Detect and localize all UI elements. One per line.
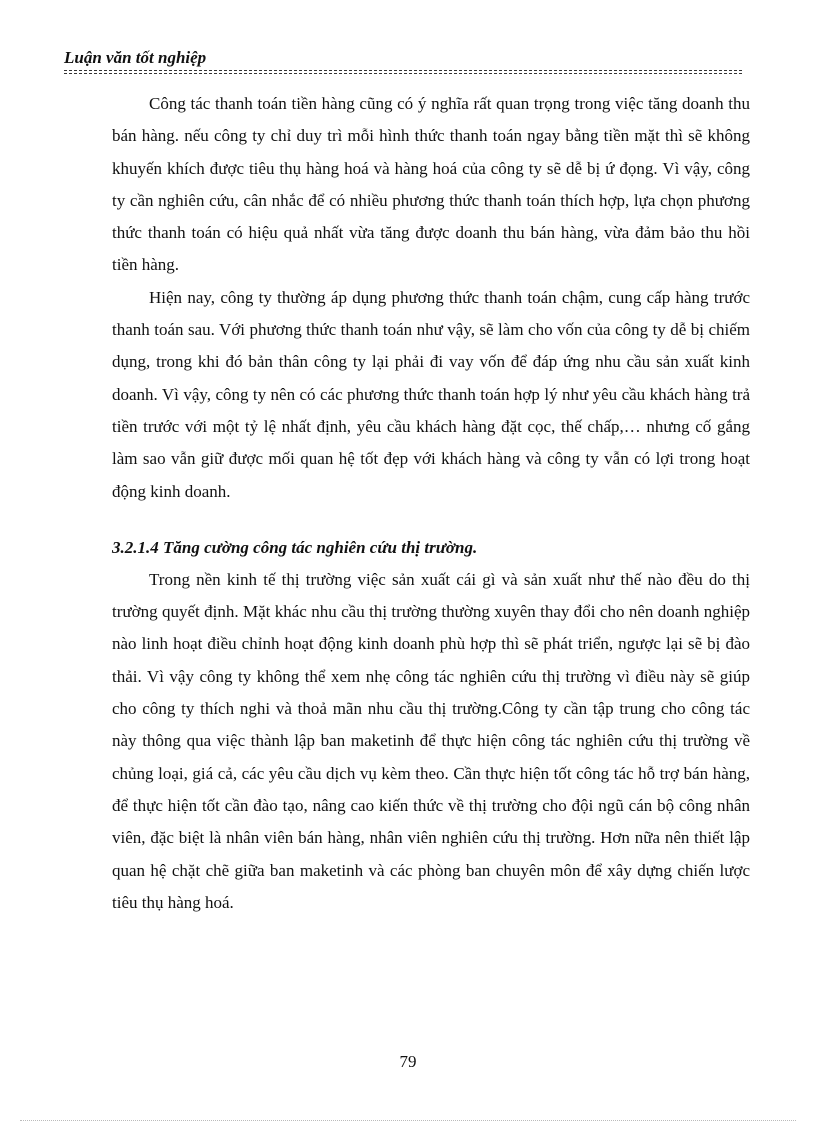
paragraph-payment: Công tác thanh toán tiền hàng cũng có ý nghĩa rất quan trọng trong việc tăng doanh thu bán hàng. nếu công ty chỉ duy trì mỗi hình thức thanh toán ngay bằng tiền mặt thì sẽ không khuyến khích được tiêu thụ hàng hoá và hàng hoá của công ty sẽ dễ bị ứ đọng. Vì vậy, công ty cần nghiên cứu, cân nhắc để có nhiều phương thức thanh toán thích hợp, lựa chọn phương thức thanh toán có hiệu quả nhất vừa tăng được doanh thu bán hàng, vừa đảm bảo thu hồi tiền hàng. bbox=[112, 94, 750, 275]
header-title: Luận văn tốt nghiệp bbox=[64, 48, 207, 67]
header-divider bbox=[64, 70, 742, 71]
section-heading: 3.2.1.4 Tăng cường công tác nghiên cứu thị trường. bbox=[112, 537, 478, 557]
header-divider-double bbox=[64, 73, 742, 74]
paragraph-credit-terms: Hiện nay, công ty thường áp dụng phương thức thanh toán chậm, cung cấp hàng trước thanh toán sau. Với phương thức thanh toán như vậy, sẽ làm cho vốn của công ty dễ bị chiếm dụng, trong khi đó bản thân công ty lại phải đi vay vốn để đáp ứng nhu cầu sản xuất kinh doanh. Vì vậy, công ty nên có các phương thức thanh toán hợp lý như yêu cầu khách hàng trả tiền trước với một tỷ lệ nhất định, yêu cầu khách hàng đặt cọc, thế chấp,… nhưng cố gắng làm sao vẫn giữ được mối quan hệ tốt đẹp với khách hàng và công ty vẫn có lợi trong hoạt động kinh doanh. bbox=[112, 287, 750, 501]
page-bottom-border bbox=[20, 1120, 796, 1121]
document-body bbox=[112, 88, 750, 919]
page-number: 79 bbox=[399, 1052, 417, 1071]
paragraph-market-research: Trong nền kinh tế thị trường việc sản xuất cái gì và sản xuất như thế nào đều do thị trường quyết định. Mặt khác nhu cầu thị trường thường xuyên thay đổi cho nên doanh nghiệp nào linh hoạt điều chỉnh hoạt động kinh doanh phù hợp thì sẽ phát triển, ngược lại sẽ bị đào thải. Vì vậy công ty không thể xem nhẹ công tác nghiên cứu thị trường vì điều này sẽ giúp cho công ty thích nghi và thoả mãn nhu cầu thị trường.Công ty cần tập trung cho công tác này thông qua việc thành lập ban maketinh để thực hiện công tác nghiên cứu thị trường về chủng loại, giá cả, các yêu cầu dịch vụ kèm theo. Cần thực hiện tốt công tác hỗ trợ bán hàng, để thực hiện tốt cần đào tạo, nâng cao kiến thức về thị trường cho đội ngũ cán bộ công nhân viên, đặc biệt là nhân viên bán hàng, nhân viên nghiên cứu thị trường. Hơn nữa nên thiết lập quan hệ chặt chẽ giữa ban maketinh và các phòng ban chuyên môn để xây dựng chiến lược tiêu thụ hàng hoá. bbox=[112, 569, 750, 912]
